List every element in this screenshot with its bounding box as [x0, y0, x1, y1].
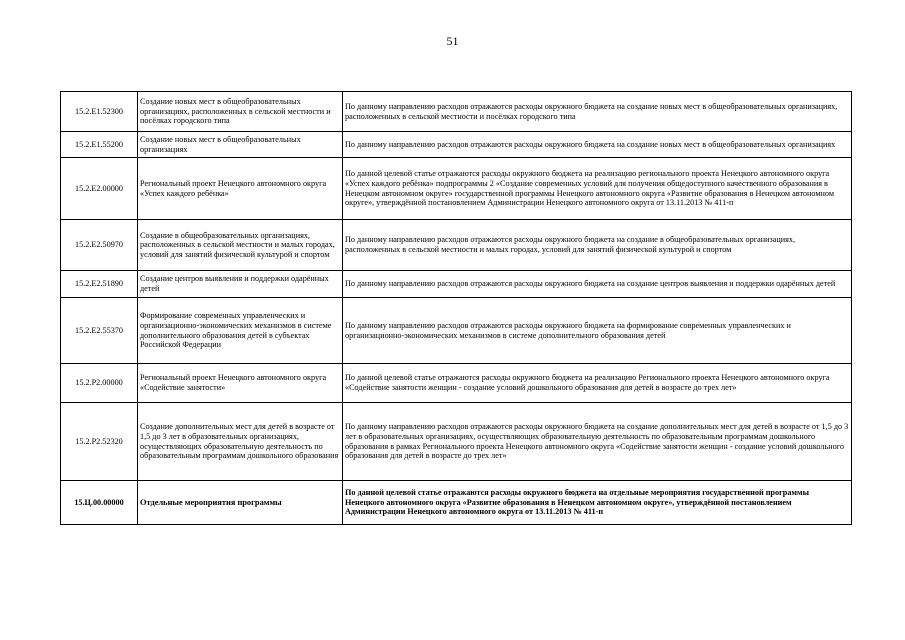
- row-code: 15.2.E2.50970: [61, 220, 138, 271]
- row-description: По данному направлению расходов отражаются расходы окружного бюджета на создание дополнительных мест для детей в возрасте от 1,5 до 3 лет в образовательных организациях, осуществляющих образовательную деятельность по образовательным программам дошкольного образования в рамках Регионального проекта Ненецкого автономного округа «Содействие занятости женщин - создание условий дошкольного образования для детей в возрасте до трех лет»: [343, 403, 852, 481]
- row-name: Создание дополнительных мест для детей в возрасте от 1,5 до 3 лет в образовательных организациях, осуществляющих образовательную деятельность по образовательным программам дошкольного образования: [138, 403, 343, 481]
- row-code: 15.2.E2.00000: [61, 158, 138, 220]
- table-row: [61, 92, 852, 132]
- row-name: Создание новых мест в общеобразовательных организациях: [138, 132, 343, 158]
- table-row: [61, 481, 852, 525]
- row-code: 15.Ц.00.00000: [61, 481, 138, 525]
- page-number: 51: [446, 34, 459, 48]
- row-name: Региональный проект Ненецкого автономного округа «Успех каждого ребёнка»: [138, 158, 343, 220]
- row-name: Формирование современных управленческих и организационно-экономических механизмов в системе дополнительного образования детей в субъектах Российской Федерации: [138, 298, 343, 364]
- row-description: По данному направлению расходов отражаются расходы окружного бюджета на создание в общеобразовательных организациях, расположенных в сельской местности и малых городах, условий для занятий физической культурой и спортом: [343, 220, 852, 271]
- row-code: 15.2.E2.51890: [61, 271, 138, 298]
- row-name: Отдельные мероприятия программы: [138, 481, 343, 525]
- row-code: 15.2.P2.00000: [61, 364, 138, 403]
- row-description: По данному направлению расходов отражаются расходы окружного бюджета на создание центров выявления и поддержки одарённых детей: [343, 271, 852, 298]
- row-description: По данной целевой статье отражаются расходы окружного бюджета на реализацию регионального проекта Ненецкого автономного округа «Успех каждого ребёнка» подпрограммы 2 «Создание современных условий для получения общедоступного качественного образования в Ненецком автономном округе» государственной программы Ненецкого автономного округа «Развитие образования в Ненецком автономном округе», утверждённой постановлением Администрации Ненецкого автономного округа от 13.11.2013 № 411-п: [343, 158, 852, 220]
- row-description: По данной целевой статье отражаются расходы окружного бюджета на отдельные мероприятия государственной программы Ненецкого автономного округа «Развитие образования в Ненецком автономном округе», утверждённой постановлением Администрации Ненецкого автономного округа от 13.11.2013 № 411-п: [343, 481, 852, 525]
- table-row: [61, 158, 852, 220]
- row-code: 15.2.E1.55200: [61, 132, 138, 158]
- table-row: [61, 403, 852, 481]
- row-name: Создание новых мест в общеобразовательных организациях, расположенных в сельской местности и посёлках городского типа: [138, 92, 343, 132]
- row-code: 15.2.P2.52320: [61, 403, 138, 481]
- table-row: [61, 271, 852, 298]
- row-description: По данной целевой статье отражаются расходы окружного бюджета на реализацию Регионального проекта Ненецкого автономного округа «Содействие занятости женщин - создание условий дошкольного образования для детей в возрасте до трех лет»: [343, 364, 852, 403]
- row-name: Создание центров выявления и поддержки одарённых детей: [138, 271, 343, 298]
- row-code: 15.2.E1.52300: [61, 92, 138, 132]
- table-row: [61, 364, 852, 403]
- table-row: [61, 298, 852, 364]
- row-description: По данному направлению расходов отражаются расходы окружного бюджета на формирование современных управленческих и организационно-экономических механизмов в системе дополнительного образования детей: [343, 298, 852, 364]
- table-row: [61, 132, 852, 158]
- row-name: Региональный проект Ненецкого автономного округа «Содействие занятости»: [138, 364, 343, 403]
- budget-classification-table: [60, 91, 852, 525]
- table-row: [61, 220, 852, 271]
- row-code: 15.2.E2.55370: [61, 298, 138, 364]
- row-description: По данному направлению расходов отражаются расходы окружного бюджета на создание новых мест в общеобразовательных организациях: [343, 132, 852, 158]
- row-name: Создание в общеобразовательных организациях, расположенных в сельской местности и малых городах, условий для занятий физической культурой и спортом: [138, 220, 343, 271]
- row-description: По данному направлению расходов отражаются расходы окружного бюджета на создание новых мест в общеобразовательных организациях, расположенных в сельской местности и посёлках городского типа: [343, 92, 852, 132]
